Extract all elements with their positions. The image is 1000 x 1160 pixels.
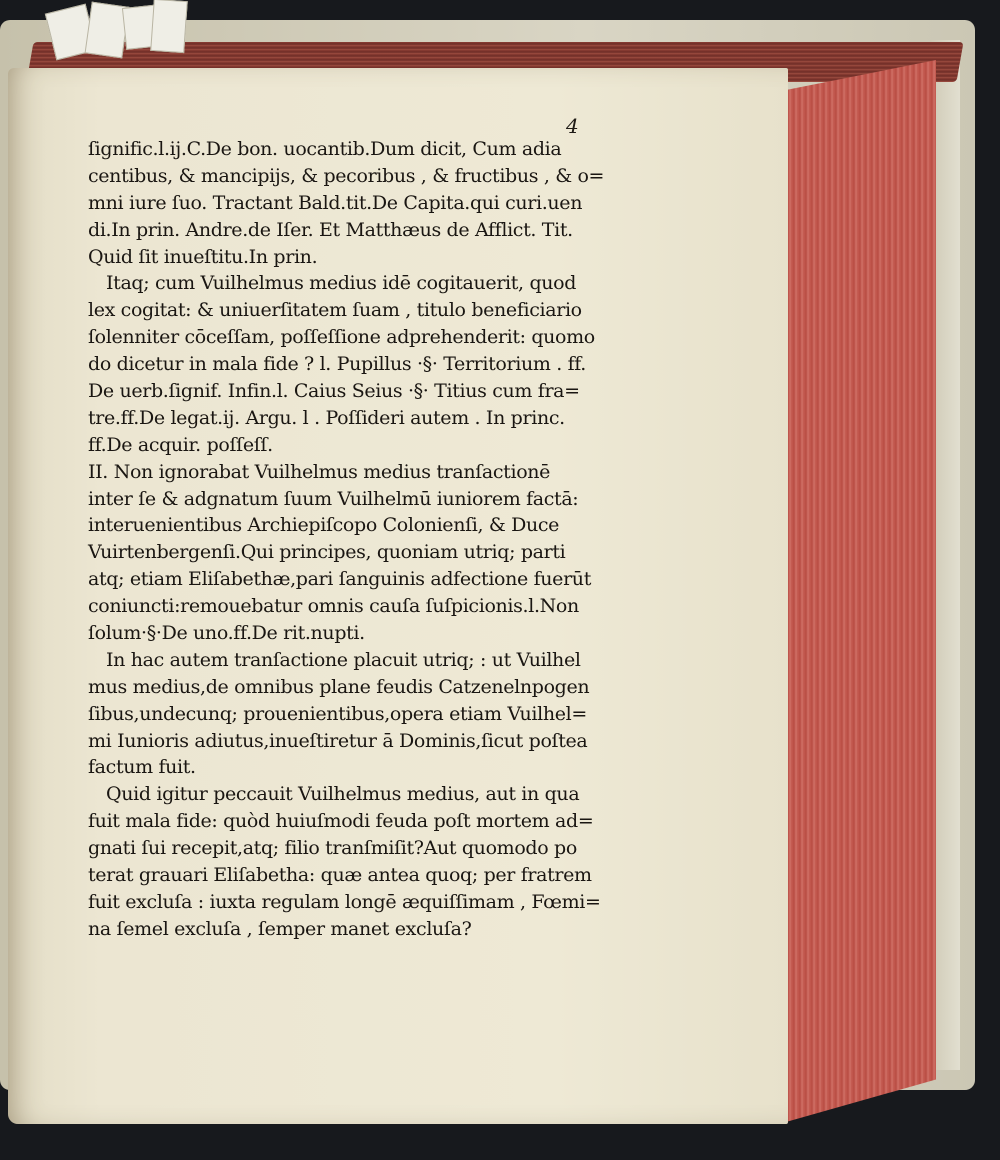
text-line: Quid igitur peccauit Vuilhelmus medius, aut in qua — [106, 783, 580, 806]
text-line: gnati ſui recepit,atq; filio tranſmiſit?Aut quomodo po — [88, 837, 577, 860]
page-number: 4 — [566, 114, 579, 138]
text-line: fuit excluſa : iuxta regulam longē æquiſſimam , Fœmi= — [88, 890, 601, 913]
text-line: De uerb.ſignif. Infin.l. Caius Seius ·§· Titius cum fra= — [88, 380, 580, 403]
text-line: mi Iunioris adiutus,inueſtiretur ā Dominis,ſicut poſtea — [88, 729, 588, 752]
text-line: II. Non ignorabat Vuilhelmus medius tranſactionē — [88, 460, 551, 483]
text-line: ſolum·§·De uno.ff.De rit.nupti. — [88, 622, 365, 645]
paper-tabs — [40, 0, 190, 60]
text-line: ff.De acquir. poſſeſſ. — [88, 433, 273, 456]
text-line: factum fuit. — [88, 756, 196, 779]
text-line: mni iure ſuo. Tractant Bald.tit.De Capita.qui curi.uen — [88, 191, 583, 214]
text-line: di.In prin. Andre.de Iſer. Et Matthæus de Afflict. Tit. — [88, 218, 573, 241]
text-line: tre.ff.De legat.ij. Argu. l . Poſſideri autem . In princ. — [88, 406, 565, 429]
text-line: do dicetur in mala fide ? l. Pupillus ·§· Territorium . ff. — [88, 353, 586, 376]
text-line: centibus, & mancipijs, & pecoribus , & fructibus , & o= — [88, 164, 605, 187]
text-line: terat grauari Eliſabetha: quæ antea quoq; per fratrem — [88, 864, 592, 887]
text-line: lex cogitat: & uniuerſitatem ſuam , titulo beneficiario — [88, 299, 582, 322]
text-line: coniuncti:remouebatur omnis cauſa ſuſpicionis.l.Non — [88, 595, 579, 618]
text-line: Itaq; cum Vuilhelmus medius idē cogitauerit, quod — [106, 272, 577, 295]
text-line: ſignific.l.ij.C.De bon. uocantib.Dum dicit, Cum adia — [88, 138, 562, 160]
page-block-fore-edge — [786, 60, 936, 1122]
text-line: mus medius,de omnibus plane feudis Catzenelnpogen — [88, 675, 590, 698]
text-line: Quid ſit inueſtitu.In prin. — [88, 245, 318, 268]
text-line: Vuirtenbergenſi.Qui principes, quoniam utriq; parti — [88, 541, 566, 564]
text-line: In hac autem tranſactione placuit utriq; : ut Vuilhel — [106, 648, 581, 671]
text-line: atq; etiam Eliſabethæ,pari ſanguinis adfectione fuerūt — [88, 568, 591, 591]
text-line: interuenientibus Archiepiſcopo Colonienſi, & Duce — [88, 514, 560, 537]
text-line: fuit mala fide: quòd huiuſmodi feuda poſt mortem ad= — [88, 810, 594, 833]
text-line: ſolenniter cōceſſam, poſſeſſione adprehenderit: quomo — [88, 326, 595, 349]
text-line: inter ſe & adgnatum ſuum Vuilhelmū iuniorem factā: — [88, 487, 579, 510]
text-line: na ſemel excluſa , ſemper manet excluſa? — [88, 917, 472, 940]
text-line: ſibus,undecunq; prouenientibus,opera etiam Vuilhel= — [88, 702, 587, 725]
paper-tab — [150, 0, 188, 53]
page-text — [88, 136, 648, 943]
